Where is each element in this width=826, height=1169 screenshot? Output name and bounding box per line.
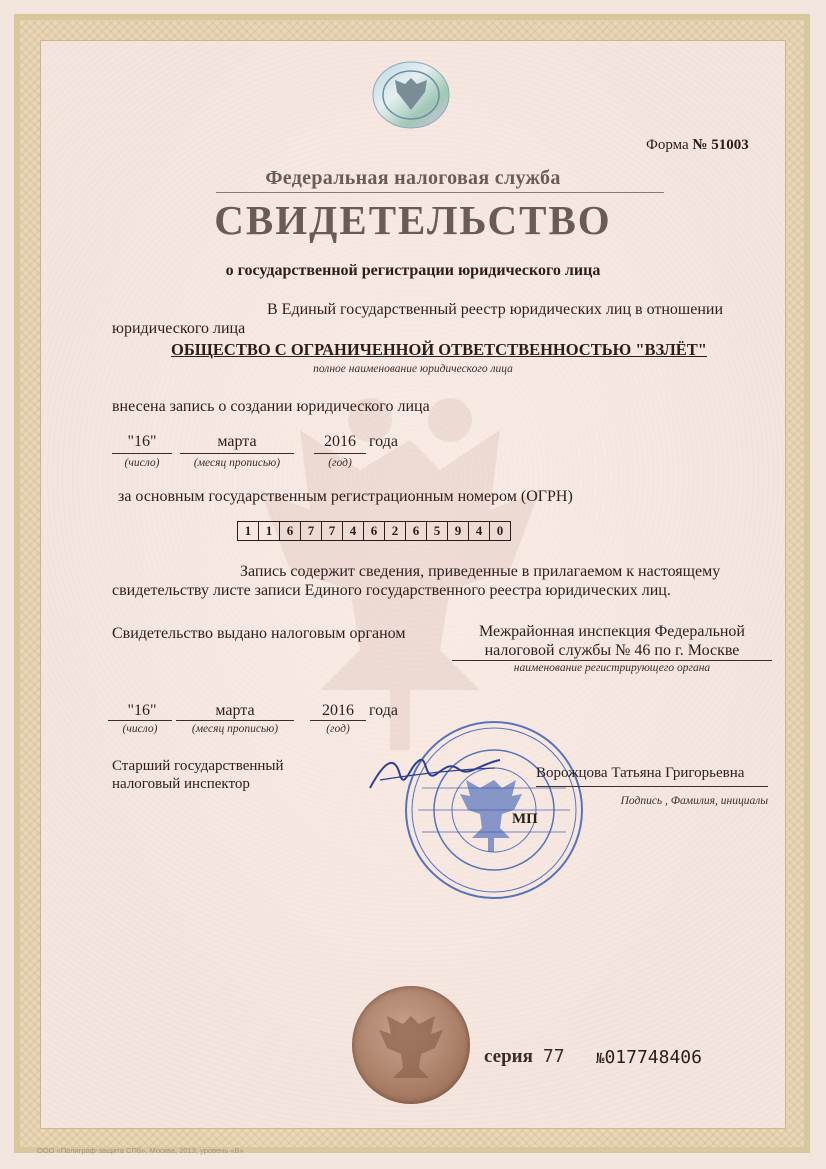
- ogrn-label: за основным государственным регистрационным номером (ОГРН): [118, 488, 573, 505]
- ogrn-digit: 1: [237, 521, 259, 541]
- signer-name: Ворожцова Татьяна Григорьевна: [536, 765, 745, 781]
- ogrn-digit: 2: [384, 521, 406, 541]
- inspector-title: [112, 757, 284, 793]
- ogrn-digit: 1: [258, 521, 280, 541]
- record-year-caption: (год): [328, 457, 352, 469]
- record-day-line: [112, 453, 172, 454]
- serial-block: [596, 1047, 702, 1068]
- ogrn-digit: 6: [363, 521, 385, 541]
- entry-line-1: Запись содержит сведения, приведенные в прилагаемом к настоящему: [240, 563, 721, 580]
- issue-year-line: [310, 720, 366, 721]
- ogrn-digit: 5: [426, 521, 448, 541]
- seal-place-label: МП: [512, 811, 538, 827]
- serial-prefix: №: [596, 1051, 605, 1067]
- ogrn-number-grid: [238, 521, 511, 541]
- embossed-seal-icon: [352, 986, 470, 1104]
- record-year-line: [314, 453, 366, 454]
- ogrn-digit: 6: [279, 521, 301, 541]
- hologram-emblem-icon: [371, 60, 451, 130]
- organ-caption: наименование регистрирующего органа: [513, 662, 711, 674]
- organ-line-1: Межрайонная инспекция Федеральной: [479, 623, 745, 640]
- record-year-suffix: года: [369, 433, 398, 450]
- form-label: Форма: [646, 137, 689, 153]
- signer-caption: Подпись , Фамилия, инициалы: [620, 795, 768, 807]
- signature-mark-icon: [365, 740, 505, 800]
- series-block: [484, 1046, 565, 1068]
- series-label: серия: [484, 1046, 533, 1067]
- record-text: внесена запись о создании юридического лица: [112, 398, 430, 415]
- intro-line-1: В Единый государственный реестр юридических лиц в отношении: [267, 301, 724, 318]
- form-number: [646, 137, 749, 154]
- record-year: 2016: [324, 433, 356, 450]
- issue-month-caption: (месяц прописью): [191, 723, 279, 735]
- inspector-line-1: Старший государственный: [112, 758, 284, 774]
- entry-line-2: свидетельству листе записи Единого государственного реестра юридических лиц.: [112, 582, 671, 599]
- printer-footer: ООО «Полиграф-защита СПб», Москва, 2013, уровень «В»: [37, 1146, 244, 1155]
- ogrn-digit: 6: [405, 521, 427, 541]
- organ-underline: [452, 660, 772, 661]
- agency-underline: [216, 192, 664, 193]
- document-subtitle: о государственной регистрации юридического лица: [225, 262, 601, 279]
- seal-eagle-icon: [352, 986, 470, 1104]
- ogrn-digit: 7: [321, 521, 343, 541]
- document-title: СВИДЕТЕЛЬСТВО: [214, 197, 612, 243]
- signer-underline: [536, 786, 768, 787]
- intro-line-2: юридического лица: [112, 320, 246, 337]
- issue-month-line: [176, 720, 294, 721]
- organ-line-2: налоговой службы № 46 по г. Москве: [484, 642, 740, 659]
- issued-by-label: Свидетельство выдано налоговым органом: [112, 625, 406, 642]
- company-name: ОБЩЕСТВО С ОГРАНИЧЕННОЙ ОТВЕТСТВЕННОСТЬЮ "ВЗЛЁТ": [171, 340, 707, 359]
- record-day: "16": [127, 433, 157, 450]
- company-name-caption: полное наименование юридического лица: [313, 363, 513, 375]
- issue-day: "16": [127, 702, 157, 719]
- record-day-caption: (число): [124, 457, 160, 469]
- ogrn-digit: 4: [468, 521, 490, 541]
- ogrn-digit: 4: [342, 521, 364, 541]
- inspector-line-2: налоговый инспектор: [112, 776, 250, 792]
- form-number-value: № 51003: [692, 137, 749, 153]
- record-month-caption: (месяц прописью): [193, 457, 281, 469]
- record-month-line: [180, 453, 294, 454]
- ogrn-digit: 0: [489, 521, 511, 541]
- issue-year: 2016: [322, 702, 354, 719]
- issue-year-suffix: года: [369, 702, 398, 719]
- registering-organ: [452, 622, 772, 660]
- issue-year-caption: (год): [326, 723, 350, 735]
- issue-day-caption: (число): [122, 723, 158, 735]
- record-month: марта: [217, 433, 257, 450]
- issue-day-line: [108, 720, 172, 721]
- series-number: 77: [542, 1046, 565, 1067]
- agency-name: Федеральная налоговая служба: [265, 167, 561, 189]
- ogrn-digit: 7: [300, 521, 322, 541]
- issue-month: марта: [215, 702, 255, 719]
- ogrn-digit: 9: [447, 521, 469, 541]
- serial-number: 017748406: [604, 1047, 702, 1068]
